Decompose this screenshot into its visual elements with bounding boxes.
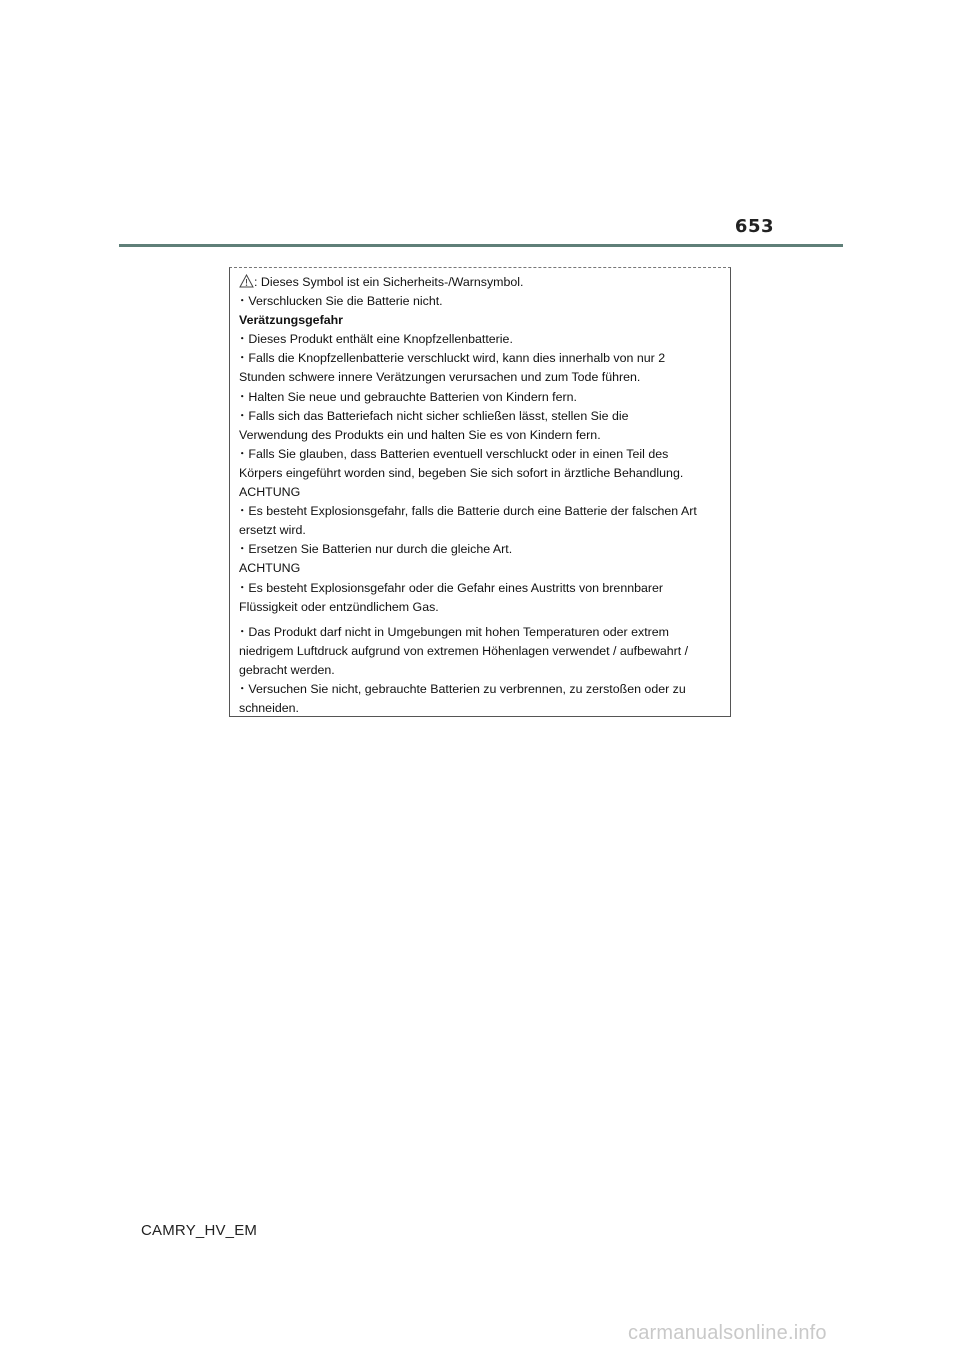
symbol-line	[239, 273, 721, 292]
warning-triangle-icon	[239, 274, 254, 288]
battery-warning-box	[229, 267, 731, 717]
notice-line: ersetzt wird.	[239, 523, 306, 538]
notice-line: ・ Verschlucken Sie die Batterie nicht.	[239, 292, 721, 311]
notice-heading: Verätzungsgefahr	[239, 313, 343, 328]
notice-line: niedrigem Luftdruck aufgrund von extremen Höhenlagen verwendet / aufbewahrt /	[239, 643, 689, 658]
notice-line: ・ Das Produkt darf nicht in Umgebungen mit hohen Temperaturen oder extrem	[239, 623, 721, 642]
notice-line: Körpers eingeführt worden sind, begeben Sie sich sofort in ärztliche Behandlung.	[239, 465, 684, 480]
notice-line: Verwendung des Produkts ein und halten Sie es von Kindern fern.	[239, 427, 601, 442]
model-code: CAMRY_HV_EM	[141, 1222, 258, 1239]
notice-line: ・ Falls Sie glauben, dass Batterien eventuell verschluckt oder in einen Teil des	[239, 445, 721, 464]
symbol-line-text: : Dieses Symbol ist ein Sicherheits-/Warnsymbol.	[254, 275, 524, 289]
notice-line: schneiden.	[239, 701, 299, 716]
notice-line: ・ Es besteht Explosionsgefahr, falls die Batterie durch eine Batterie der falschen Art	[239, 502, 721, 521]
notice-line: Stunden schwere innere Verätzungen verursachen und zum Tode führen.	[239, 370, 641, 385]
notice-line: ・ Es besteht Explosionsgefahr oder die Gefahr eines Austritts von brennbarer	[239, 579, 721, 598]
notice-heading: ACHTUNG	[239, 561, 301, 576]
notice-line: ・ Falls sich das Batteriefach nicht sicher schließen lässt, stellen Sie die	[239, 407, 721, 426]
notice-line: ・ Ersetzen Sie Batterien nur durch die gleiche Art.	[239, 540, 721, 559]
header-rule	[119, 244, 843, 247]
notice-heading: ACHTUNG	[239, 485, 301, 500]
notice-line: gebracht werden.	[239, 662, 335, 677]
notice-line: ・ Halten Sie neue und gebrauchte Batterien von Kindern fern.	[239, 388, 721, 407]
notice-line: ・ Versuchen Sie nicht, gebrauchte Batterien zu verbrennen, zu zerstoßen oder zu	[239, 680, 721, 699]
notice-line: ・ Dieses Produkt enthält eine Knopfzellenbatterie.	[239, 330, 721, 349]
page-number: 653	[734, 216, 774, 237]
notice-line: ・ Falls die Knopfzellenbatterie verschluckt wird, kann dies innerhalb von nur 2	[239, 349, 721, 368]
watermark: carmanualsonline.info	[628, 1322, 827, 1344]
notice-line: Flüssigkeit oder entzündlichem Gas.	[239, 599, 439, 614]
